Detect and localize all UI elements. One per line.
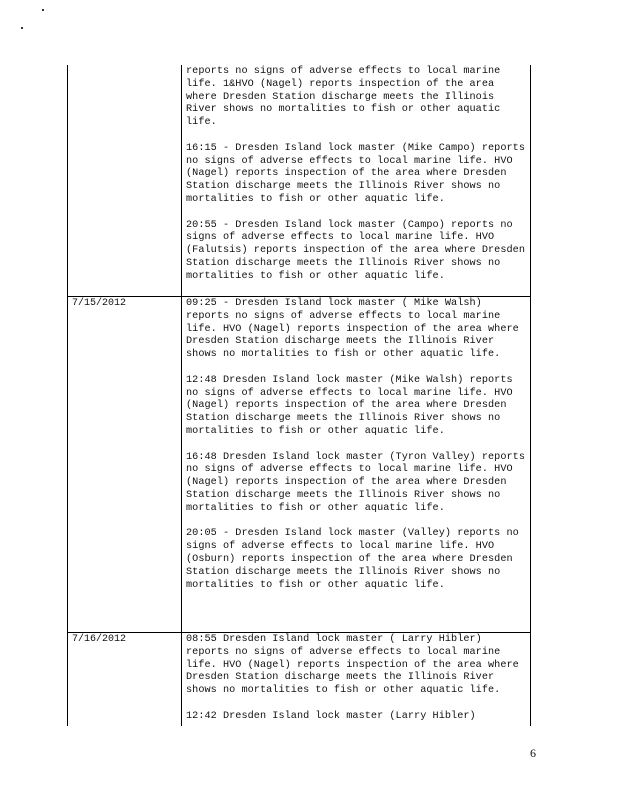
table-row — [68, 633, 530, 726]
table-row — [68, 65, 530, 297]
log-entry: 16:15 - Dresden Island lock master (Mike Campo) reports no signs of adverse effects to local marine life. HVO (Nagel) reports inspection of the area where Dresden Station discharge meets the Illinois River shows no mortalities to fish or other aquatic life. — [186, 142, 532, 205]
scan-speck — [42, 9, 44, 11]
date-cell: 7/15/2012 — [68, 297, 182, 632]
log-entry: reports no signs of adverse effects to local marine life. 1&HVO (Nagel) reports inspection of the area where Dresden Station discharge meets the Illinois River shows no mortalities to fish or other aquatic life. — [186, 66, 507, 129]
log-entry: 08:55 Dresden Island lock master ( Larry Hibler) reports no signs of adverse effects to local marine life. HVO (Nagel) reports inspection of the area where Dresden Station discharge meets the Illinois River shows no mortalities to fish or other aquatic life. — [186, 634, 525, 697]
log-entry: 16:48 Dresden Island lock master (Tyron Valley) reports no signs of adverse effects to local marine life. HVO (Nagel) reports inspection of the area where Dresden Station discharge meets the Illinois River shows no mortalities to fish or other aquatic life. — [186, 451, 532, 514]
log-entry: 20:05 - Dresden Island lock master (Valley) reports no signs of adverse effects to local marine life. HVO (Osburn) reports inspection of the area where Dresden Station discharge meets the Illinois River shows no mortalities to fish or other aquatic life. — [186, 528, 525, 591]
log-entry: 20:55 - Dresden Island lock master (Campo) reports no signs of adverse effects to local marine life. HVO (Falutsis) reports inspection of the area where Dresden Station discharge meets the Illinois River shows no mortalities to fish or other aquatic life. — [186, 219, 532, 282]
table-row — [68, 297, 530, 633]
entries-cell — [182, 633, 530, 726]
scan-speck — [21, 27, 23, 29]
log-entry: 12:42 Dresden Island lock master (Larry Hibler) — [186, 710, 476, 722]
page-number: 6 — [530, 746, 536, 760]
date-cell: 7/16/2012 — [68, 633, 182, 726]
observation-log-table — [67, 65, 531, 726]
entries-cell — [182, 65, 530, 296]
log-entry: 12:48 Dresden Island lock master (Mike Walsh) reports no signs of adverse effects to local marine life. HVO (Nagel) reports inspection of the area where Dresden Station discharge meets the Illinois River shows no mortalities to fish or other aquatic life. — [186, 374, 519, 437]
log-entry: 09:25 - Dresden Island lock master ( Mike Walsh) reports no signs of adverse effects to local marine life. HVO (Nagel) reports inspection of the area where Dresden Station discharge meets the Illinois River shows no mortalities to fish or other aquatic life. — [186, 298, 525, 361]
date-cell — [68, 65, 182, 296]
entries-cell — [182, 297, 530, 632]
